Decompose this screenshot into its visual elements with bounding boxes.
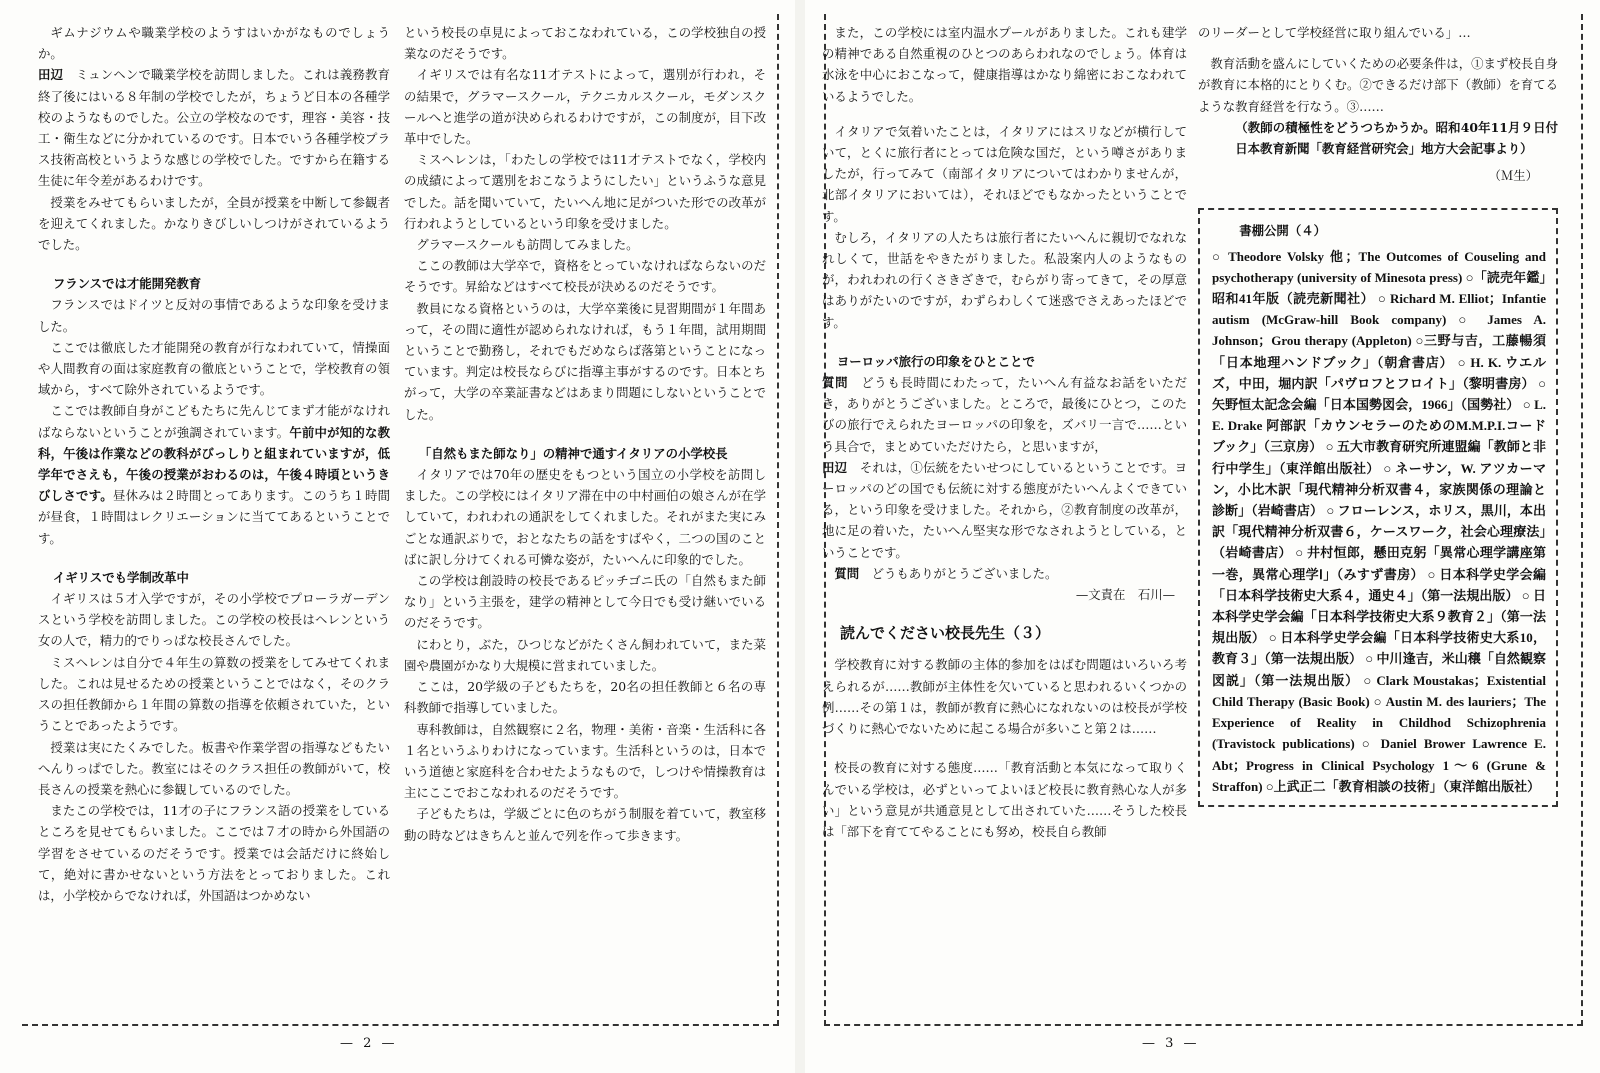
speaker-label: 質問 (822, 375, 849, 391)
section-title: 読んでください校長先生（３） (840, 624, 1051, 643)
paragraph: イタリアでは70年の歴史をもつという国立の小学校を訪問しました。この学校にはイタリア滞在中の中村画伯の娘さんが在学していて，われわれの通訳をしてくれました。それがまた実にみごとな通訳ぶりで，おとなたちの話をすばやく，二つの国のことばに訳し分けてくれる可憐な姿が，たいへんに印象的でした。 (404, 467, 766, 567)
paragraph: またこの学校では，11才の子にフランス語の授業をしているところを見せてもらいました。ここでは７才の時から外国語の学習をさせているのだそうです。授業では会話だけに終始して，絶対に書かせないという方法をとっておりました。これは，小学校からでなければ，外国語はつかめない (38, 803, 390, 903)
speech: ミュンヘンで職業学校を訪問しました。これは義務教育終了後にはいる８年制の学校でしたが，ちょうど日本の各種学校のようなものでした。公立の学校なのです，理容・美容・技工・衛生などに分かれているのです。日本でいう各種学校プラス技術高校というような感じの学校でした。ですから在籍する生徒に年令差があるわけです。 (38, 67, 391, 189)
paragraph: むしろ，イタリアの人たちは旅行者にたいへんに親切でなれなれしくて，世話をやきたがりました。私設案内人のようなものが，われわれの行くさきざきで，むらがり寄ってきて，その厚意はありがたいのですが，わずらわしくて迷惑でさえあったほどです。 (822, 229, 1187, 330)
paragraph: ここでは徹底した才能開発の教育が行なわれていて，情操面や人間教育の面は家庭教育の徹底ということで，学校教育の領域から，すべて除外されているようです。 (38, 339, 390, 398)
paragraph: 授業は実にたくみでした。板書や作業学習の指導などもたいへんりっぱでした。教室にはそのクラス担任の教師がいて，校長さんの授業を熱心に参観しているのでした。 (38, 739, 390, 797)
paragraph: 子どもたちは，学級ごとに色のちがう制服を着ていて，教室移動の時などはきちんと並んで列を作って歩きます。 (404, 806, 766, 843)
author-credit: （Ｍ生） (1488, 168, 1538, 184)
section-heading: イギリスでも学制改革中 (52, 569, 189, 585)
paragraph: イギリスでは有名な11才テストによって，選別が行われ，その結果で，グラマースクール，テクニカルスクール，モダンスクールへと進学の道が決められるわけですが，この制度が，目下改革中でした。 (404, 67, 766, 147)
paragraph (38, 64, 390, 191)
paragraph: という校長の卓見によっておこなわれている，この学校独自の授業なのだそうです。 (404, 25, 766, 62)
column-2 (1198, 22, 1558, 807)
speaker-label: 田辺 (38, 67, 64, 83)
column-1 (822, 22, 1187, 842)
book-list: ○ Theodore Volsky 他；The Outcomes of Couseling and psychotherapy (university of Minesota press) ○「読売年鑑」昭和41年版（読売新聞社） ○ Richard M. Elliot；Infantie autism (McGraw-hill Book company) ○ James A. Johnson；Grou therapy (Appleton) ○三野与吉，工藤暢須「日本地理ハンドブック」（朝倉書店） ○ H. K. ウエルズ，中田，堀内訳「パヴロフとフロイト」（黎明書房） ○ 矢野恒太記念会編「日本国勢図会，1966」（国勢社） ○ L. E. Drake 阿部訳「カウンセラーのためのM.M.P.I.コードブック」（三京房） ○ 五大市教育研究所連盟編「教師と非行中学生」（東洋館出版社） ○ ネーサン，W. アツカーマン，小比木訳「現代精神分析双書４，家族関係の理論と診断」（岩崎書店） ○ フローレンス，ホリス，黒川，本出訳「現代精神分析双書６，ケースワーク，社会心理療法」（岩崎書店） ○ 井村恒郎，懸田克躬「異常心理学講座第一巻，異常心理学Ⅰ」（みすず書房） ○ 日本科学史学会編「日本科学技術史大系４，通史４」（第一法規出版） ○ 日本科学史学会編「日本科学技術史大系９教育２」（第一法規出版） ○ 日本科学史学会編「日本科学技術史大系10，教育３」（第一法規出版） ○ 中川逢吉，米山穣「自然観察図説」（第一法規出版） ○ Clark Moustakas；Existential Child Therapy (Basic Book) ○ Austin M. des lauriers；The Experience of Reality in Childhod Schizophrenia (Travistock publications) ○ Daniel Brower Lawrence E. Abt；Progress in Clinical Psychology 1～6 (Grune & Straffon) ○上武正二「教育相談の技術」（東洋館出版社） (1212, 248, 1546, 794)
speaker-label: 田辺 (822, 459, 848, 475)
paragraph: 教員になる資格というのは，大学卒業後に見習期間が１年間あって，その間に適性が認められなければ，もう１年間，試用期間ということで勤務し，それでもだめならば落第ということになっています。判定は校長ならびに指導主事がするのです。日本とちがって，大学の卒業証書などはあまり問題にしないということでした。 (404, 300, 766, 422)
paragraph: 専科教師は，自然観察に２名，物理・美術・音楽・生活科に各１名というふりわけになっています。生活科というのは，日本でいう道徳と家庭科を合わせたようなもので，しつけや情操教育は主にここでおこなわれるのだそうです。 (404, 721, 766, 801)
paragraph: イギリスは５才入学ですが，その小学校でプローラガーデンスという学校を訪問しました。この学校の校長はヘレンという女の人で，精力的でりっぱな校長さんでした。 (38, 591, 390, 649)
speech: それは，①伝統をたいせつにしているということです。ヨーロッパのどの国でも伝統に対する態度がたいへんよくできている，という印象を受けました。それから，②教育制度の改革が，地に足の着いた，たいへん堅実な形でなされようとしている，ということです。 (822, 459, 1188, 560)
paragraph: 授業をみせてもらいましたが，全員が授業を中断して参観者を迎えてくれました。かなりきびしいしつけがされているようでした。 (38, 194, 390, 253)
paragraph (822, 372, 1187, 457)
text: 昼休みは２時間とってあります。このうち１時間が昼食，１時間はレクリエーションに当ててあるということです。 (38, 488, 391, 546)
section-heading: 「自然もまた師なり」の精神で通すイタリアの小学校長 (418, 445, 728, 461)
paragraph: ミスヘレンは，「わたしの学校では11才テストでなく，学校内の成績によって選別をおこなうようにしたい」というふうな意見でした。話を聞いていて，たいへん地に足がついた形での改革が行われようとしているという印象を受けました。 (404, 152, 766, 231)
source-note: （教師の積極性をどうつちかうか。昭和40年11月９日付日本教育新聞「教育経営研究会」地方大会記事より） (1235, 119, 1558, 157)
page-gutter (795, 0, 805, 1073)
section-heading: ヨーロッパ旅行の印象をひとことで (836, 353, 1035, 369)
speech: どうもありがとうございました。 (871, 565, 1058, 581)
paragraph (38, 400, 390, 548)
paragraph (822, 563, 1187, 584)
emphasis-text: 午前中が知的な教科，午後は作業などの教科がびっしりと組まれていますが，低学年でさえも，午後の授業がおわるのは，午後４時頃というきびしさです。 (38, 424, 391, 504)
page-3 (810, 0, 1600, 1073)
paragraph: また，この学校には室内温水プールがありました。これも建学の精神である自然重視のひとつのあらわれなのでしょう。体育は水泳を中心におこなって，健康指導はかなり綿密におこなわれているようでした。 (822, 25, 1187, 104)
bookshelf-title: 書棚公開（４） (1239, 223, 1326, 239)
text: ここでは教師自身がこどもたちに先んじてまず才能がなければならないということが強調されています。 (38, 403, 390, 440)
paragraph: 教育活動を盛んにしていくための必要条件は，①まず校長自身が教育に本格的にとりくむ。②できるだけ部下（教師）を育てるような教育経営を行なう。③…… (1198, 56, 1558, 114)
page-number: — 3 — (1142, 1036, 1200, 1051)
paragraph: イタリアで気着いたことは，イタリアにはスリなどが横行していて，とくに旅行者にとっては危険な国だ，という噂さがありましたが，行ってみて（南部イタリアについてはわかりませんが，北部イタリアにおいては），それほどでもなかったということです。 (822, 123, 1187, 224)
paragraph: 学校教育に対する教師の主体的参加をはばむ問題はいろいろ考えられるが……教師が主体性を欠いていると思われるいくつかの例……その第１は，教師が教育に熱心になれないのは校長が学校づくりに熱心でないために起こる場合が多いこと第２は…… (822, 657, 1187, 737)
paragraph: ミスヘレンは自分で４年生の算数の授業をしてみせてくれました。これは見せるための授業ということではなく，そのクラスの担任教師から１年間の算数の指導を依頼されていた，ということであったようです。 (38, 654, 390, 734)
paragraph: ギムナジウムや職業学校のようすはいかがなものでしょうか。 (38, 25, 390, 62)
page-2 (0, 0, 790, 1073)
speaker-label: 質問 (834, 565, 860, 581)
paragraph: にわとり，ぶた，ひつじなどがたくさん飼われていて，また菜園や農園がかなり大規模に営まれていました。 (404, 636, 766, 673)
paragraph: 校長の教育に対する態度……「教育活動と本気になって取りくんでいる学校は，必ずといってよいほど校長に教育熱心な人が多い」という意見が共通意見として出されていた……そうした校長は「部下を育ててやることにも努め，校長自ら教師 (822, 760, 1187, 839)
speech: どうも長時間にわたって，たいへん有益なお話をいただき，ありがとうございました。ところで，最後にひとつ，このたびの旅行でえられたヨーロッパの印象を，ズバリ一言で……という具合で，まとめていただけたら，と思いますが， (822, 375, 1187, 454)
page-number: — 2 — (340, 1036, 398, 1051)
column-2 (404, 22, 766, 846)
column-1 (38, 22, 390, 906)
paragraph: この学校は創設時の校長であるピッチゴニ氏の「自然もまた師なり」という主張を，建学の精神として今日でも受け継いでいるのだそうです。 (404, 573, 766, 631)
paragraph (822, 457, 1187, 563)
paragraph: ここは，20学級の子どもたちを，20名の担任教師と６名の専科教師で指導していました。 (404, 679, 766, 716)
paragraph: フランスではドイツと反対の事情であるような印象を受けました。 (38, 297, 390, 334)
paragraph: ここの教師は大学卒で，資格をとっていなければならないのだそうです。昇給などはすべて校長が決めるのだそうです。 (404, 258, 766, 295)
paragraph: グラマースクールも訪問してみました。 (416, 237, 639, 253)
section-heading: フランスでは才能開発教育 (52, 276, 202, 292)
paragraph: のリーダーとして学校経営に取り組んでいる」… (1198, 25, 1471, 40)
bookshelf-box (1198, 208, 1558, 806)
signoff: —文責在 石川— (1075, 587, 1175, 603)
